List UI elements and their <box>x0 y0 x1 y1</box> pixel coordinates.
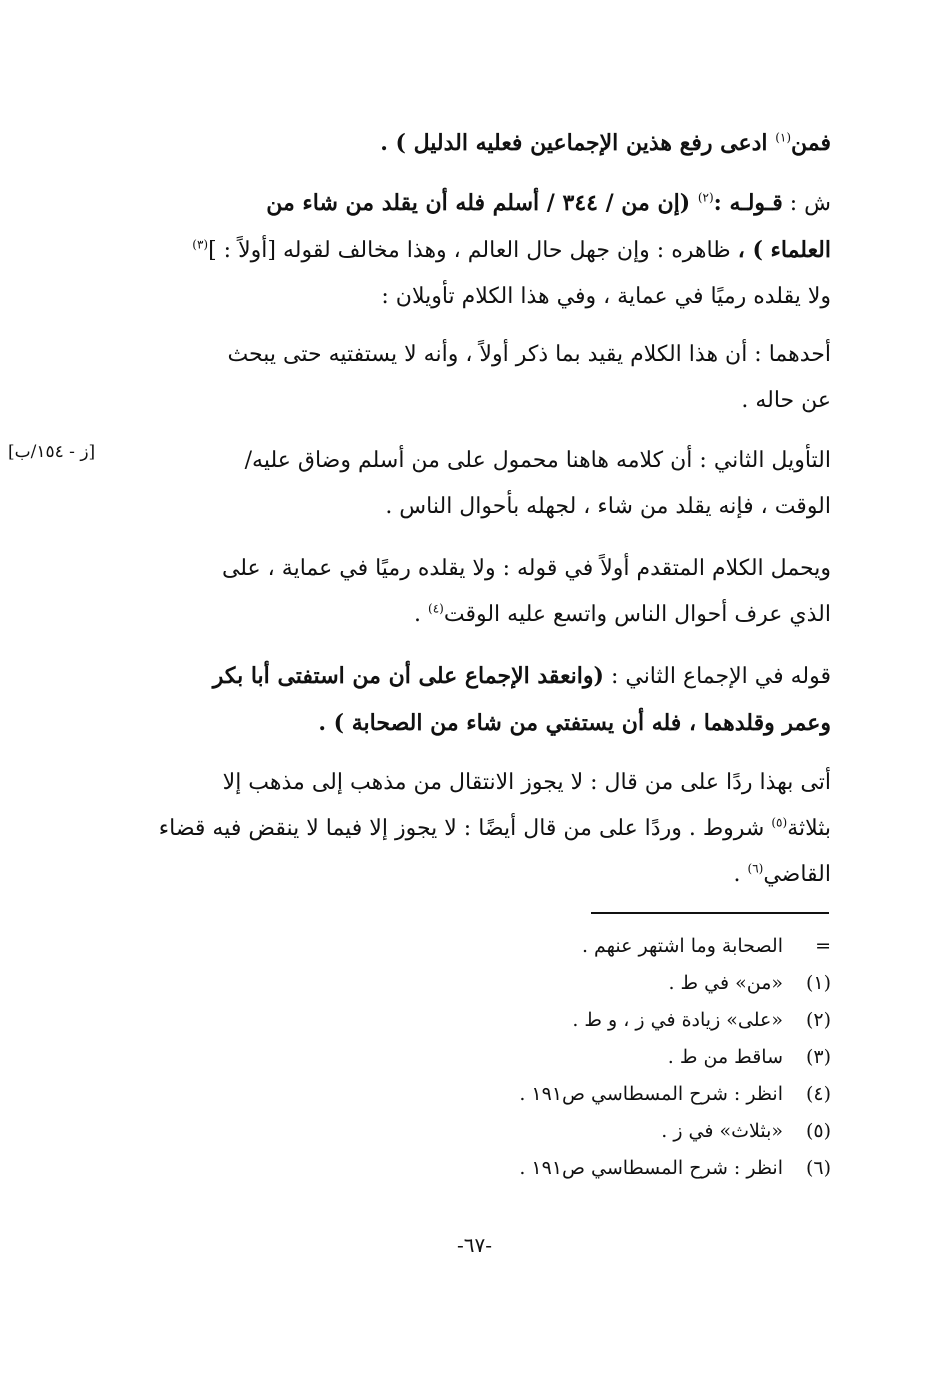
text-line <box>119 180 831 227</box>
page-number: -٦٧- <box>456 1233 492 1257</box>
footnote-marker: (٢) <box>697 190 714 205</box>
text-line <box>119 852 831 898</box>
paragraph-6 <box>119 653 831 747</box>
text-segment: ويحمل الكلام المتقدم أولاً في قوله : ولا يقلده رميًا في عماية ، على <box>221 556 831 581</box>
text-line <box>119 120 831 167</box>
footnote-item <box>119 1113 831 1150</box>
text-segment: (وانعقد الإجماع على أن من استفتى أبا بكر <box>212 663 604 689</box>
footnote-text: انظر : شرح المسطاسي ص١٩١ . <box>519 1157 783 1179</box>
text-line <box>119 332 831 378</box>
text-segment: الوقت ، فإنه يقلد من شاء ، لجهله بأحوال الناس . <box>385 494 831 519</box>
footnote-marker: (٦) <box>747 861 764 876</box>
text-segment: ادعى رفع هذين الإجماعين فعليه الدليل ) . <box>380 130 776 156</box>
footnote-number: (٥) <box>805 1120 831 1142</box>
footnote-separator <box>591 912 829 914</box>
footnote-number: (٣) <box>805 1046 831 1068</box>
text-line <box>119 378 831 424</box>
text-line <box>119 700 831 747</box>
text-line <box>119 438 831 484</box>
text-segment: الذي عرف أحوال الناس واتسع عليه الوقت <box>443 602 831 627</box>
text-segment: شروط . وردًا على من قال أيضًا : لا يجوز إلا فيما لا ينقض فيه قضاء <box>158 816 772 841</box>
text-line <box>119 592 831 638</box>
text-segment: القاضي <box>763 862 831 887</box>
paragraph-3 <box>119 332 831 424</box>
text-segment: ش : <box>782 191 831 216</box>
paragraph-7 <box>119 760 831 898</box>
footnote-marker: (١) <box>775 130 792 145</box>
footnote-item <box>119 1039 831 1076</box>
footnote-text: انظر : شرح المسطاسي ص١٩١ . <box>519 1083 783 1105</box>
paragraph-5 <box>119 546 831 638</box>
footnote-text: الصحابة وما اشتهر عنهم . <box>581 935 783 957</box>
text-segment: (إن من / ٣٤٤ / أسلم فله أن يقلد من شاء من <box>266 190 698 216</box>
text-line <box>119 546 831 592</box>
text-segment: أتى بهذا ردًا على من قال : لا يجوز الانتقال من مذهب إلى مذهب إلا <box>222 770 831 795</box>
footnote-number: (٤) <box>805 1083 831 1105</box>
footnote-marker: (٣) <box>192 237 209 252</box>
footnotes <box>119 928 831 1187</box>
text-segment: قـولـه : <box>713 190 783 216</box>
text-line <box>119 806 831 852</box>
text-segment: وعمر وقلدهما ، فله أن يستفتي من شاء من الصحابة ) . <box>318 710 831 736</box>
footnote-item <box>119 1150 831 1187</box>
footnote-item <box>119 965 831 1002</box>
footnote-number: (٦) <box>805 1157 831 1179</box>
text-segment: . <box>414 602 429 627</box>
footnote-item <box>119 1002 831 1039</box>
footnote-number: = <box>815 935 831 957</box>
text-segment: قوله في الإجماع الثاني : <box>603 664 831 689</box>
text-segment: العلماء ) ، <box>737 237 831 263</box>
text-segment: فمن <box>791 130 831 156</box>
text-line <box>119 274 831 320</box>
text-segment: بثلاثة <box>787 816 831 841</box>
margin-manuscript-reference: [ز - ١٥٤/ب] <box>8 442 96 462</box>
footnote-number: (٢) <box>805 1009 831 1031</box>
text-segment: عن حاله . <box>741 388 831 413</box>
footnote-text: «من» في ط . <box>668 972 783 994</box>
footnote-item <box>119 1076 831 1113</box>
text-segment: ولا يقلده رميًا في عماية ، وفي هذا الكلام تأويلان : <box>381 284 831 309</box>
footnote-text: «على» زيادة في ز ، و ط . <box>572 1009 783 1031</box>
footnote-item <box>119 928 831 965</box>
text-segment: التأويل الثاني : أن كلامه هاهنا محمول على من أسلم وضاق عليه/ <box>244 448 831 473</box>
text-segment: أحدهما : أن هذا الكلام يقيد بما ذكر أولاً ، وأنه لا يستفتيه حتى يبحث <box>227 342 831 367</box>
footnote-marker: (٤) <box>428 601 444 616</box>
paragraph-2 <box>119 180 831 320</box>
footnote-text: ساقط من ط . <box>667 1046 783 1068</box>
paragraph-1 <box>119 120 831 167</box>
footnote-marker: (٥) <box>771 815 788 830</box>
text-line <box>119 227 831 274</box>
text-segment: ظاهره : وإن جهل حال العالم ، وهذا مخالف لقوله [أولاً : ] <box>208 238 738 263</box>
text-line <box>119 760 831 806</box>
footnote-text: «بثلاث» في ز . <box>661 1120 783 1142</box>
paragraph-4 <box>119 438 831 530</box>
text-segment: . <box>733 862 748 887</box>
text-line <box>119 653 831 700</box>
text-line <box>119 484 831 530</box>
footnote-number: (١) <box>805 972 831 994</box>
